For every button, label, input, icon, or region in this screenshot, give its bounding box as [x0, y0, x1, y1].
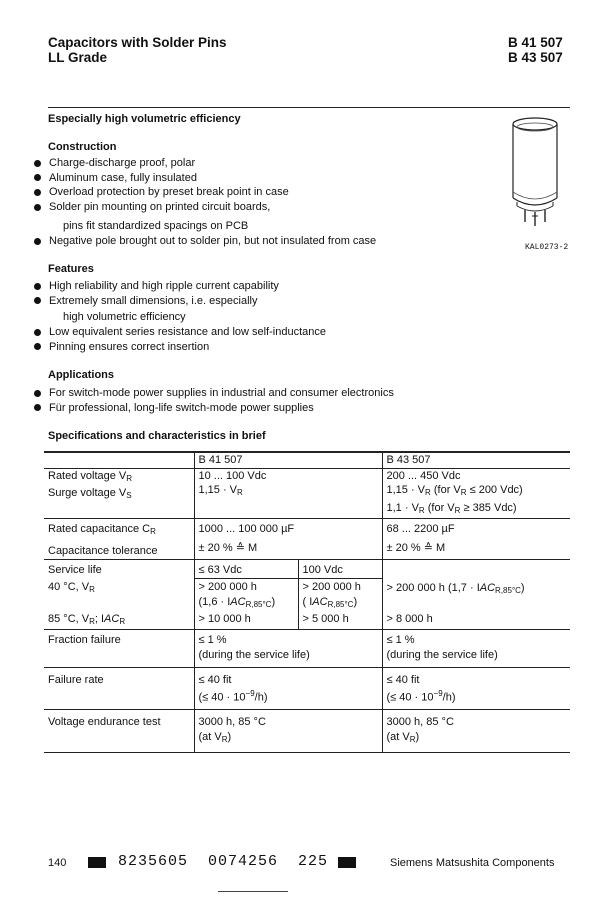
footer-rule: [218, 891, 288, 892]
subscript: R: [237, 488, 243, 498]
cell-value: > 200 000 h: [302, 581, 361, 594]
list-item: Low equivalent series resistance and low self-inductance: [34, 325, 454, 340]
row-label: Voltage endurance test: [48, 716, 161, 729]
part-number-1: B 41 507: [508, 35, 563, 50]
features-continuation: high volumetric efficiency: [63, 311, 186, 323]
table-cell: [44, 667, 194, 710]
table-cell: [382, 710, 570, 752]
table-cell: [194, 468, 382, 519]
specs-table: [44, 451, 570, 753]
company-name: Siemens Matsushita Components: [390, 857, 555, 869]
cell-value: (for V: [424, 501, 455, 514]
cell-value: 1000 ... 100 000 µF: [198, 523, 295, 536]
table-cell: [44, 452, 194, 468]
applications-list: [34, 386, 454, 415]
column-header-b41507: B 41 507: [194, 452, 382, 468]
cell-value: > 10 000 h: [198, 613, 251, 626]
subscript: R: [150, 527, 156, 537]
cell-value: 3000 h, 85 °C: [386, 716, 454, 729]
header-rule: [48, 107, 570, 108]
subscript: R: [454, 505, 461, 515]
list-item: Charge-discharge proof, polar: [34, 156, 454, 171]
superscript: −9: [433, 689, 443, 699]
table-cell: [298, 559, 382, 630]
cell-value: 68 ... 2200 µF: [386, 523, 455, 536]
table-cell: [194, 519, 382, 559]
cell-value: > 5 000 h: [302, 613, 349, 626]
cell-value: ): [520, 581, 525, 594]
list-item: Aluminum case, fully insulated: [34, 171, 454, 186]
subscript: R: [89, 585, 95, 595]
capacitor-illustration: [508, 112, 574, 238]
subscript: R: [221, 734, 228, 744]
subscript: R,85°C: [327, 599, 354, 609]
cell-value: (during the service life): [386, 648, 498, 661]
document-subtitle: LL Grade: [48, 50, 108, 65]
table-row: [44, 710, 570, 752]
cell-value: ± 20 % ≙ M: [198, 541, 258, 554]
construction-heading: Construction: [48, 141, 117, 153]
cell-value: > 200 000 h: [198, 581, 257, 594]
list-item: Extremely small dimensions, i.e. especially: [34, 294, 454, 309]
cell-value: (1,6 · I: [198, 595, 231, 608]
barcode-text-1: 8235605: [118, 853, 189, 870]
subscript: S: [126, 491, 132, 501]
table-row: [44, 559, 570, 630]
row-label: 85 °C, V: [48, 612, 90, 625]
table-cell: [44, 468, 194, 519]
features-list-2: [34, 325, 454, 354]
features-heading: Features: [48, 263, 94, 275]
table-cell: [194, 667, 382, 710]
cell-value: > 200 000 h (1,7 · I: [386, 581, 480, 594]
row-label: Fraction failure: [48, 634, 121, 647]
superscript: −9: [245, 689, 255, 699]
cell-value: /h): [442, 691, 456, 704]
list-item: Für professional, long-life switch-mode power supplies: [34, 401, 454, 416]
part-number-2: B 43 507: [508, 50, 563, 65]
cell-value: ≤ 40 fit: [198, 673, 232, 686]
cell-value: ): [227, 730, 232, 743]
row-label: Failure rate: [48, 673, 104, 686]
cell-value: /h): [254, 691, 268, 704]
table-cell: [382, 559, 570, 630]
cell-value: 10 ... 100 Vdc: [198, 469, 267, 482]
cell-value: (at V: [386, 730, 410, 743]
cell-value: 1,15 · V: [198, 484, 238, 497]
cell-value: ≥ 385 Vdc): [460, 501, 517, 514]
table-cell: [194, 559, 298, 630]
barcode-block: [338, 857, 356, 868]
list-item: Pinning ensures correct insertion: [34, 340, 454, 355]
subscript: R: [460, 488, 467, 498]
row-label: Rated voltage V: [48, 469, 127, 482]
cell-value: ): [271, 595, 276, 608]
applications-heading: Applications: [48, 369, 115, 381]
headline: Especially high volumetric efficiency: [48, 113, 241, 125]
table-cell: [194, 630, 382, 667]
table-row: [44, 667, 570, 710]
subscript: R,85°C: [245, 599, 272, 609]
construction-list: [34, 156, 454, 215]
construction-continuation: pins fit standardized spacings on PCB: [63, 220, 249, 232]
cell-value: ≤ 63 Vdc: [195, 560, 298, 580]
barcode-text-2: 0074256: [208, 853, 279, 870]
table-cell: [44, 630, 194, 667]
row-label: AC: [104, 612, 120, 625]
table-cell: [44, 710, 194, 752]
cell-value: 200 ... 450 Vdc: [386, 469, 461, 482]
row-label: ; I: [94, 612, 105, 625]
cell-value: ≤ 1 %: [386, 634, 415, 647]
table-row: [44, 452, 570, 468]
row-label: Surge voltage V: [48, 487, 127, 500]
table-cell: [382, 667, 570, 710]
column-header-b43507: B 43 507: [382, 452, 570, 468]
cell-value: (at V: [198, 730, 222, 743]
list-item: Overload protection by preset break point in case: [34, 185, 454, 200]
figure-label: KAL0273-2: [525, 243, 569, 252]
cell-value: > 8 000 h: [386, 613, 433, 626]
cell-value: ± 20 % ≙ M: [386, 541, 446, 554]
cell-value: ): [353, 595, 358, 608]
table-cell: [44, 559, 194, 630]
construction-list-2: [34, 234, 454, 249]
cell-value: ≤ 40 fit: [386, 673, 420, 686]
table-row: [44, 519, 570, 559]
cell-value: 1,15 · V: [386, 484, 426, 497]
cell-value: ≤ 200 Vdc): [466, 484, 523, 497]
subscript: R: [119, 616, 126, 626]
list-item: High reliability and high ripple current capability: [34, 279, 454, 294]
table-cell: [382, 630, 570, 667]
subscript: R: [126, 473, 133, 483]
subscript: R: [89, 616, 95, 626]
subscript: R: [425, 488, 431, 498]
row-label: Service life: [48, 563, 102, 576]
barcode-block: [88, 857, 106, 868]
table-cell: [382, 519, 570, 559]
cell-value: (for V: [430, 484, 461, 497]
document-title: Capacitors with Solder Pins: [48, 35, 227, 50]
list-item: For switch-mode power supplies in industrial and consumer electronics: [34, 386, 454, 401]
cell-value: (≤ 40 · 10: [386, 691, 434, 704]
cell-value: AC: [312, 595, 328, 608]
list-item: Solder pin mounting on printed circuit boards,: [34, 200, 454, 215]
row-label: Capacitance tolerance: [48, 544, 158, 557]
table-row: [44, 468, 570, 519]
table-cell: [382, 468, 570, 519]
features-list: [34, 279, 454, 308]
table-cell: [194, 710, 382, 752]
page-number: 140: [48, 857, 67, 869]
cell-value: 1,1 · V: [386, 501, 419, 514]
row-label: 40 °C, V: [48, 581, 90, 594]
cell-value: 100 Vdc: [299, 560, 382, 580]
subscript: R: [409, 734, 416, 744]
cell-value: AC: [479, 581, 496, 594]
table-cell: [44, 519, 194, 559]
barcode-text-3: 225: [298, 853, 329, 870]
cell-value: AC: [230, 595, 246, 608]
cell-value: ≤ 1 %: [198, 634, 227, 647]
cell-value: ): [415, 730, 420, 743]
subscript: R: [418, 505, 425, 515]
subscript: R,85°C: [495, 585, 521, 595]
row-label: Rated capacitance C: [48, 523, 151, 536]
specs-heading: Specifications and characteristics in brief: [48, 430, 266, 442]
cell-value: (during the service life): [198, 648, 310, 661]
cell-value: 3000 h, 85 °C: [198, 716, 266, 729]
cell-value: ( I: [302, 595, 313, 608]
table-row: [44, 630, 570, 667]
cell-value: (≤ 40 · 10: [198, 691, 246, 704]
list-item: Negative pole brought out to solder pin, but not insulated from case: [34, 234, 454, 249]
